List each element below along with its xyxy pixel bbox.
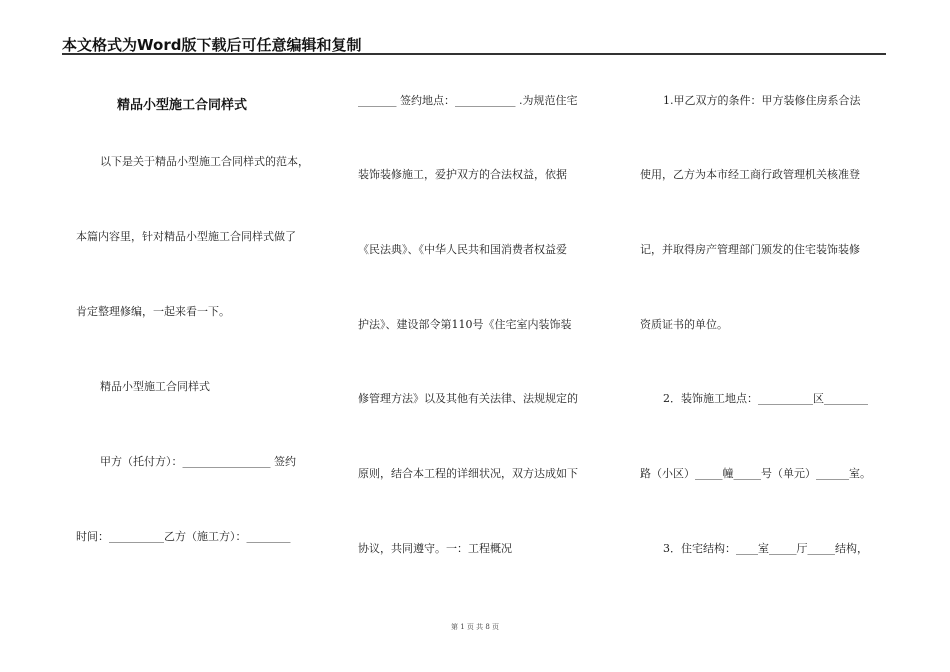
- middle-line-1: _______ 签约地点：___________ .为规范住宅: [358, 94, 578, 107]
- middle-line-6: 原则，结合本工程的详细状况，双方达成如下: [358, 467, 578, 480]
- left-line-2: 本篇内容里，针对精品小型施工合同样式做了: [76, 230, 296, 243]
- middle-line-3: 《民法典》、《中华人民共和国消费者权益爱: [358, 243, 567, 256]
- header-text: 本文格式为Word版下载后可任意编辑和复制: [62, 36, 362, 54]
- right-line-4: 资质证书的单位。: [640, 318, 728, 331]
- middle-line-5: 修管理方法》以及其他有关法律、法规规定的: [358, 392, 578, 405]
- left-line-6: 时间：__________乙方（施工方）：________: [76, 530, 291, 543]
- right-line-1: 1.甲乙双方的条件：甲方装修住房系合法: [663, 94, 861, 107]
- right-line-5: 2．装饰施工地点：__________区________: [663, 392, 868, 405]
- middle-line-2: 装饰装修施工，爱护双方的合法权益，依据: [358, 168, 567, 181]
- page-footer: 第 1 页 共 8 页: [450, 623, 500, 631]
- middle-line-7: 协议，共同遵守。一：工程概况: [358, 542, 512, 555]
- left-line-3: 肯定整理修编，一起来看一下。: [76, 305, 230, 318]
- right-line-2: 使用，乙方为本市经工商行政管理机关核准登: [640, 168, 860, 181]
- page-header: [62, 30, 886, 55]
- left-line-4: 精品小型施工合同样式: [100, 380, 210, 393]
- right-line-3: 记，并取得房产管理部门颁发的住宅装饰装修: [640, 243, 860, 256]
- middle-line-4: 护法》、建设部令第110号《住宅室内装饰装: [358, 318, 572, 331]
- document-title: 精品小型施工合同样式: [117, 98, 248, 113]
- left-line-5: 甲方（托付方）：________________ 签约: [100, 455, 296, 468]
- left-line-1: 以下是关于精品小型施工合同样式的范本，: [100, 155, 309, 168]
- right-line-7: 3．住宅结构：____室_____厅_____结构，: [663, 542, 868, 555]
- right-line-6: 路（小区）_____幢_____号（单元）______室。: [640, 467, 871, 480]
